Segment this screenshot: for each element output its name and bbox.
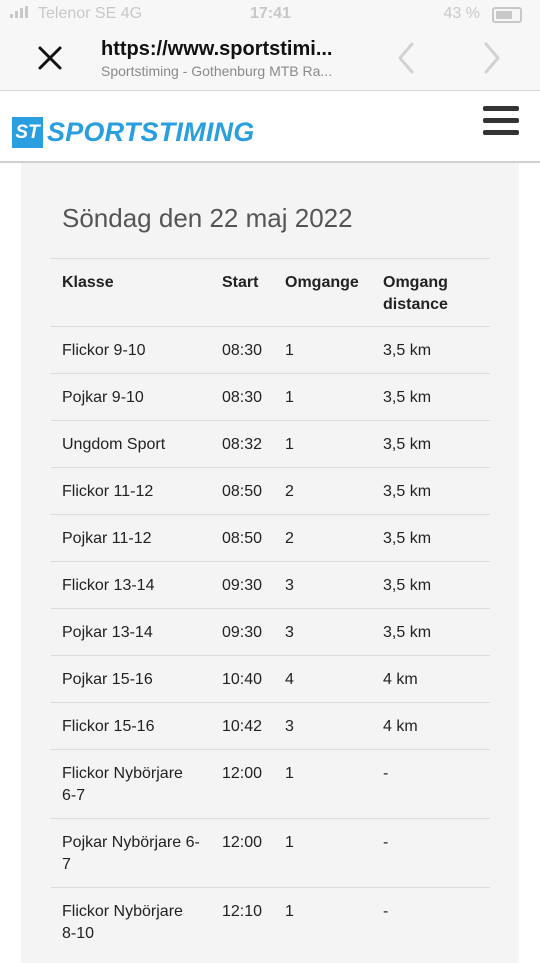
cell-klasse: Flickor Nybörjare 8-10	[51, 888, 211, 957]
hamburger-icon-bar	[483, 130, 519, 135]
chevron-right-icon	[474, 38, 510, 78]
cell-klasse: Pojkar 9-10	[51, 374, 211, 421]
table-row	[51, 703, 490, 750]
cell-start: 08:50	[211, 515, 274, 562]
chevron-left-icon	[388, 38, 424, 78]
cell-omgange: 4	[274, 656, 372, 703]
cell-start: 09:30	[211, 609, 274, 656]
cell-omgange: 3	[274, 703, 372, 750]
cell-start: 08:50	[211, 468, 274, 515]
cell-klasse: Pojkar 15-16	[51, 656, 211, 703]
cell-distance: 3,5 km	[372, 327, 490, 374]
table-body	[51, 327, 490, 957]
table-row	[51, 327, 490, 374]
table-row	[51, 515, 490, 562]
cell-omgange: 1	[274, 819, 372, 888]
cell-distance: -	[372, 888, 490, 957]
cell-start: 12:10	[211, 888, 274, 957]
cell-start: 10:42	[211, 703, 274, 750]
close-icon	[30, 38, 70, 78]
signal-icon	[10, 6, 28, 18]
menu-button[interactable]	[483, 106, 519, 138]
logo-mark: ST	[12, 117, 43, 148]
page-title-text: Sportstiming - Gothenburg MTB Ra...	[101, 63, 333, 79]
header-distance: Omgang distance	[372, 259, 490, 327]
cell-start: 12:00	[211, 819, 274, 888]
cell-klasse: Flickor 9-10	[51, 327, 211, 374]
cell-distance: 3,5 km	[372, 609, 490, 656]
cell-omgange: 1	[274, 421, 372, 468]
table-row	[51, 468, 490, 515]
logo-wordmark: SPORTSTIMING	[47, 117, 255, 147]
cell-omgange: 2	[274, 515, 372, 562]
table-row	[51, 819, 490, 888]
battery-percent: 43 %	[443, 5, 480, 22]
cell-distance: 3,5 km	[372, 421, 490, 468]
table-row	[51, 888, 490, 957]
cell-omgange: 1	[274, 750, 372, 819]
table-row	[51, 374, 490, 421]
schedule-table	[51, 258, 490, 956]
cell-klasse: Pojkar 13-14	[51, 609, 211, 656]
battery-icon	[492, 7, 522, 23]
cell-distance: 4 km	[372, 703, 490, 750]
cell-klasse: Flickor 13-14	[51, 562, 211, 609]
cell-distance: 3,5 km	[372, 562, 490, 609]
table-header-row	[51, 259, 490, 327]
back-button[interactable]	[388, 38, 424, 78]
cell-klasse: Ungdom Sport	[51, 421, 211, 468]
cell-klasse: Flickor 11-12	[51, 468, 211, 515]
cell-distance: -	[372, 819, 490, 888]
header-omgange: Omgange	[274, 259, 372, 327]
cell-klasse: Flickor 15-16	[51, 703, 211, 750]
cell-distance: -	[372, 750, 490, 819]
cell-start: 08:30	[211, 374, 274, 421]
cell-distance: 3,5 km	[372, 468, 490, 515]
cell-start: 08:32	[211, 421, 274, 468]
cell-start: 10:40	[211, 656, 274, 703]
cell-klasse: Pojkar Nybörjare 6-7	[51, 819, 211, 888]
header-start: Start	[211, 259, 274, 327]
cell-distance: 3,5 km	[372, 515, 490, 562]
hamburger-icon	[483, 106, 519, 111]
site-logo[interactable]	[12, 117, 254, 148]
close-button[interactable]	[30, 38, 70, 78]
cell-omgange: 1	[274, 374, 372, 421]
browser-bar	[0, 30, 540, 91]
cell-omgange: 3	[274, 609, 372, 656]
cell-distance: 4 km	[372, 656, 490, 703]
header-klasse: Klasse	[51, 259, 211, 327]
cell-start: 12:00	[211, 750, 274, 819]
cell-start: 09:30	[211, 562, 274, 609]
cell-omgange: 3	[274, 562, 372, 609]
carrier-label: Telenor SE 4G	[38, 5, 143, 22]
status-bar	[0, 0, 540, 30]
table-row	[51, 609, 490, 656]
table-row	[51, 421, 490, 468]
cell-distance: 3,5 km	[372, 374, 490, 421]
table-row	[51, 750, 490, 819]
forward-button[interactable]	[474, 38, 510, 78]
cell-klasse: Flickor Nybörjare 6-7	[51, 750, 211, 819]
table-row	[51, 562, 490, 609]
clock: 17:41	[250, 5, 291, 22]
cell-omgange: 1	[274, 327, 372, 374]
cell-klasse: Pojkar 11-12	[51, 515, 211, 562]
cell-omgange: 2	[274, 468, 372, 515]
url-text[interactable]: https://www.sportstimi...	[101, 38, 333, 60]
site-header	[0, 91, 540, 163]
hamburger-icon-bar	[483, 118, 519, 123]
cell-start: 08:30	[211, 327, 274, 374]
date-heading: Söndag den 22 maj 2022	[62, 203, 353, 233]
table-row	[51, 656, 490, 703]
cell-omgange: 1	[274, 888, 372, 957]
